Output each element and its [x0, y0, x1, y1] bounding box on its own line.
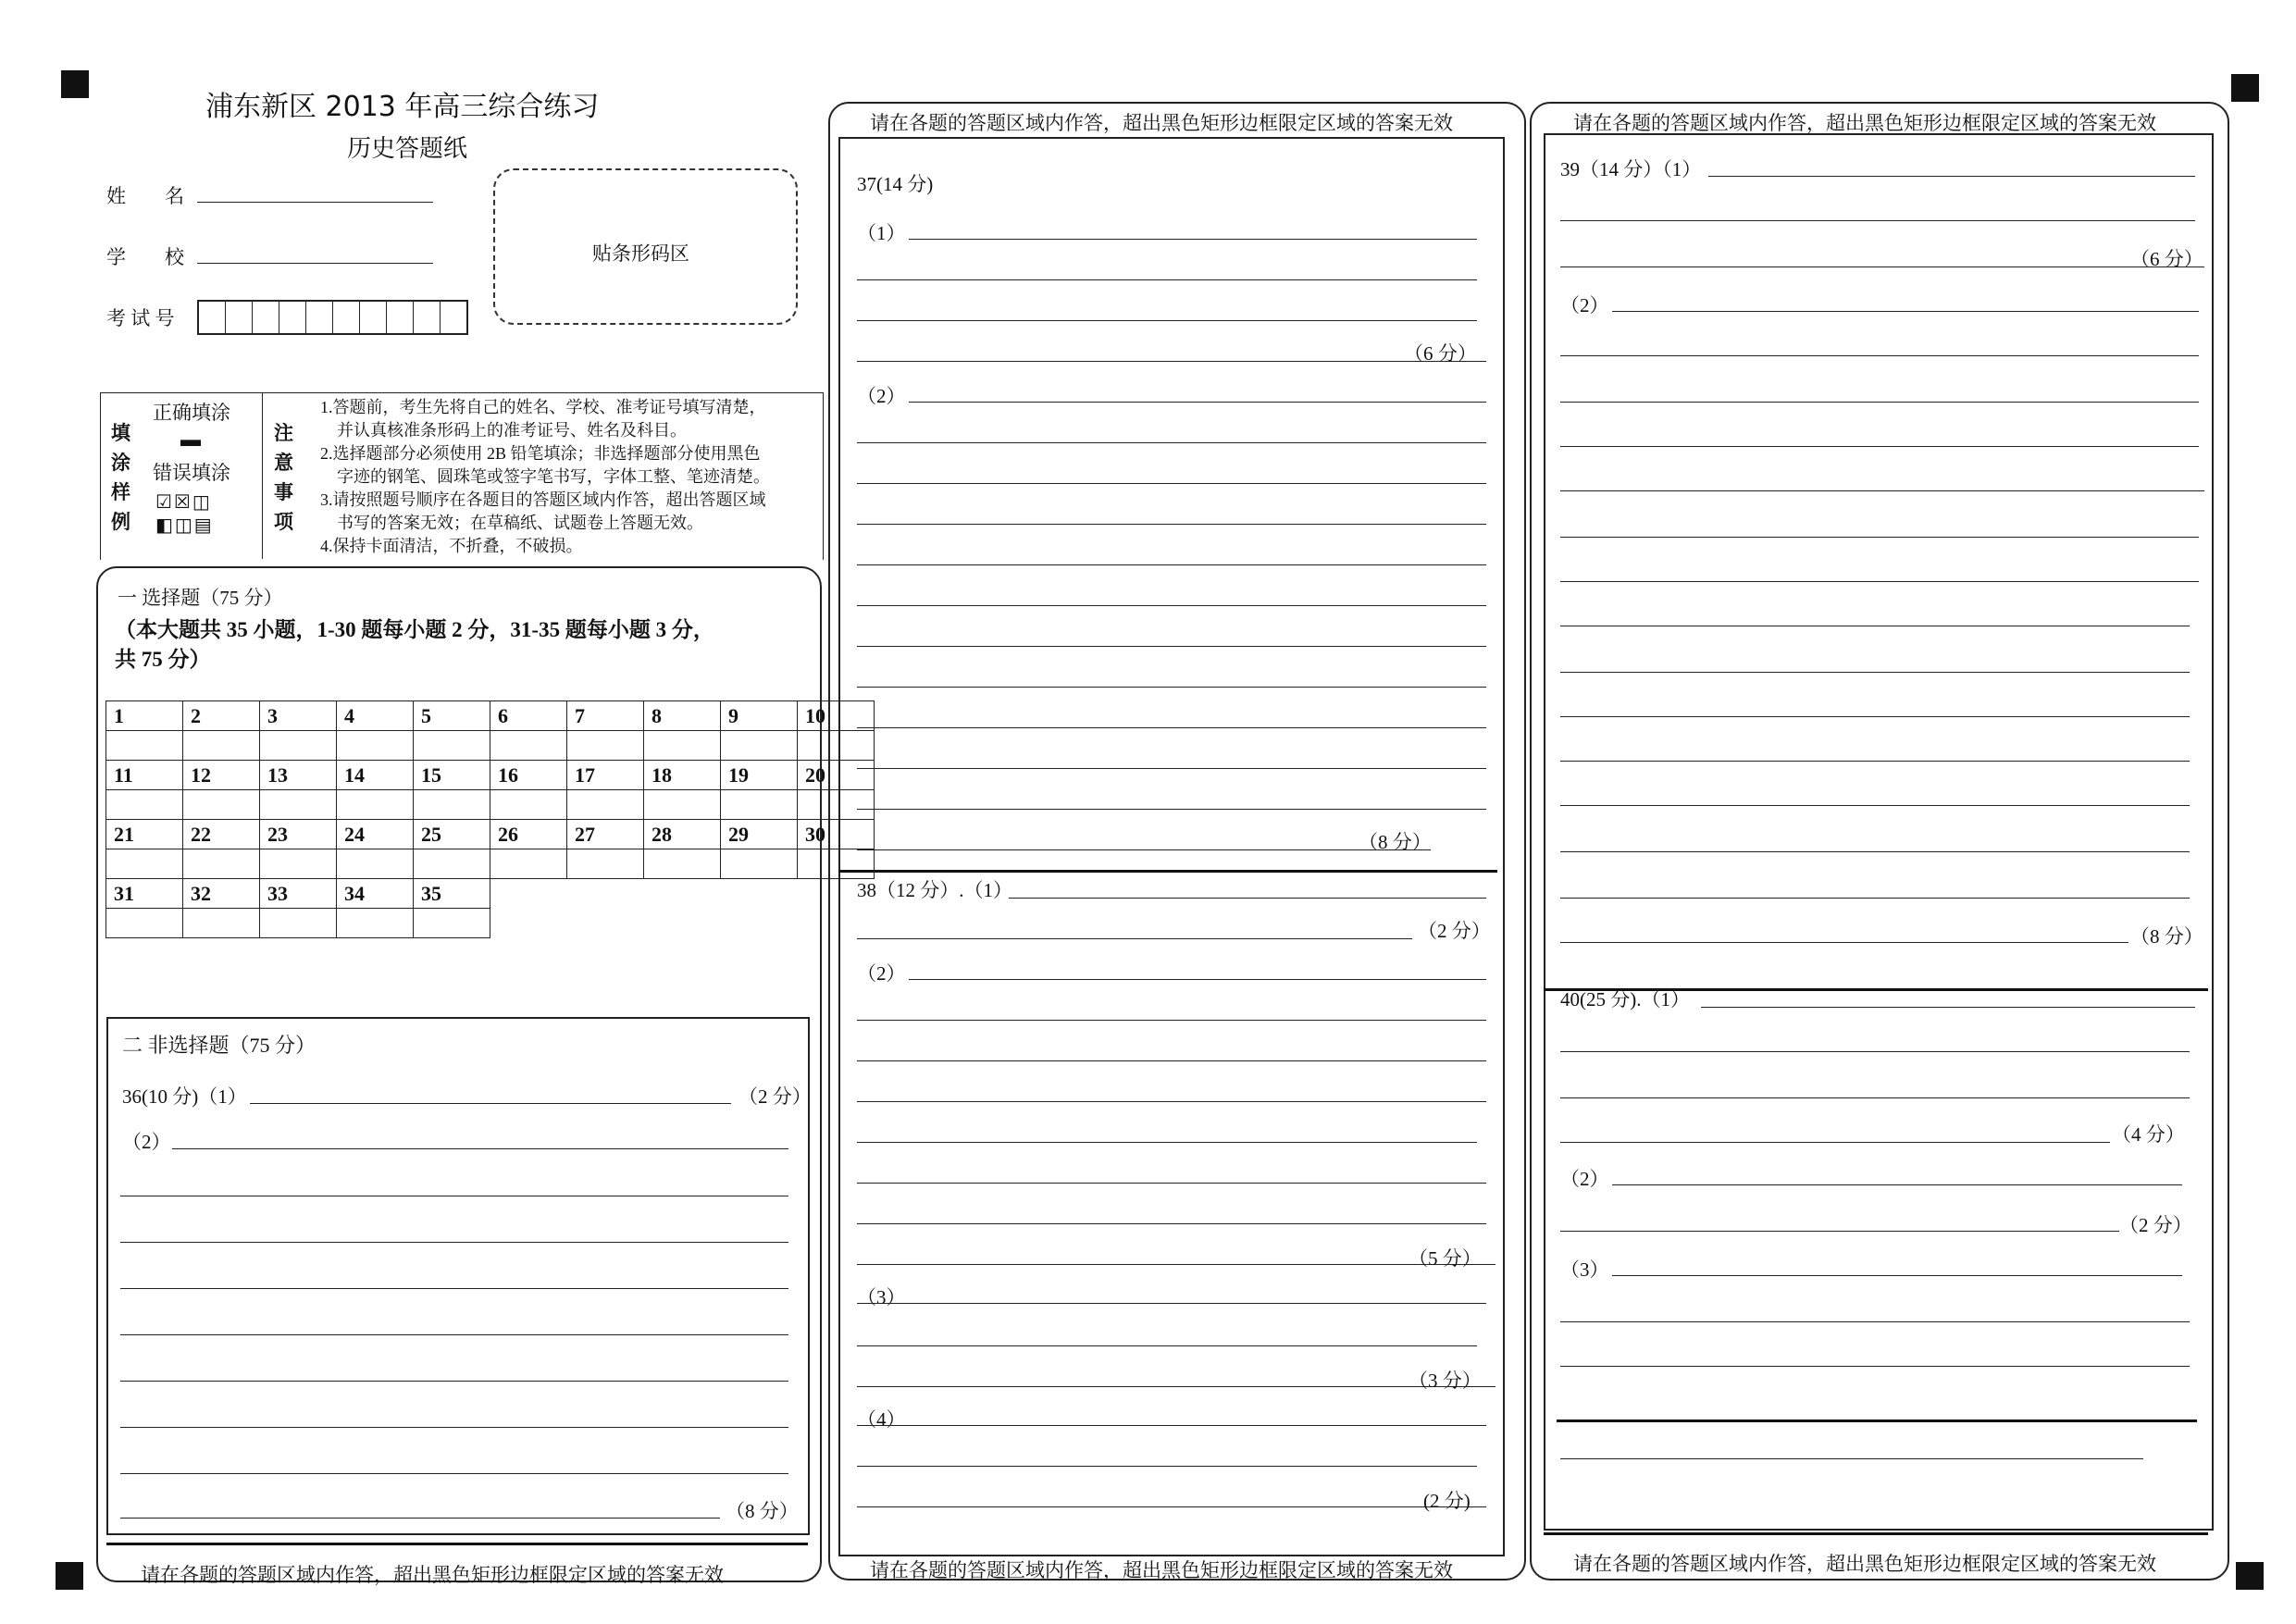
- question-number: 35: [414, 879, 490, 909]
- q40-1-last-line[interactable]: [1560, 1142, 2110, 1143]
- answer-cell[interactable]: [260, 790, 337, 820]
- choice-description-line2: 共 75 分）: [115, 648, 211, 671]
- answer-line[interactable]: [120, 1381, 788, 1382]
- column3-bottom-rule: [1544, 1532, 2208, 1535]
- answer-cell[interactable]: [567, 731, 644, 761]
- answer-cell[interactable]: [337, 790, 414, 820]
- answer-cell[interactable]: [414, 849, 490, 879]
- notice-side-label: 注 意 事 项: [274, 422, 293, 533]
- wrong-fill-marks-row2: ◧◫▤: [155, 514, 214, 536]
- q38-2-score: （5 分）: [1409, 1247, 1482, 1270]
- q40-2-last-line[interactable]: [1560, 1231, 2119, 1232]
- question-number: 32: [183, 879, 260, 909]
- q40-3-line[interactable]: [1612, 1275, 2182, 1276]
- answer-line[interactable]: [1560, 1097, 2190, 1098]
- question-number: 26: [490, 820, 567, 849]
- q40-2-line[interactable]: [1612, 1184, 2182, 1185]
- q39-label: 39（14 分）（1）: [1560, 158, 1702, 180]
- answer-cell[interactable]: [183, 849, 260, 879]
- answer-line[interactable]: [120, 1334, 788, 1335]
- question-number: 27: [567, 820, 644, 849]
- q40-3-label: （3）: [1560, 1258, 1609, 1281]
- choice-description-line1: （本大题共 35 小题，1-30 题每小题 2 分，31-35 题每小题 3 分，: [115, 618, 714, 641]
- question-number: 13: [260, 761, 337, 790]
- question-number: 25: [414, 820, 490, 849]
- question-number: 12: [183, 761, 260, 790]
- q38-4-label: （4）: [857, 1408, 906, 1431]
- question-number: 6: [490, 701, 567, 731]
- answer-cell[interactable]: [106, 849, 183, 879]
- answer-cell[interactable]: [183, 790, 260, 820]
- choice-answer-grid[interactable]: [105, 700, 875, 938]
- corner-marker-bottom-left: [56, 1562, 83, 1590]
- question-number: 29: [721, 820, 798, 849]
- q38-2-label: （2）: [857, 962, 906, 985]
- answer-line[interactable]: [857, 687, 1486, 688]
- question-number: 2: [183, 701, 260, 731]
- q37-2-line[interactable]: [909, 402, 1486, 403]
- question-number: 23: [260, 820, 337, 849]
- question-number: 24: [337, 820, 414, 849]
- question-number: 34: [337, 879, 414, 909]
- question-number: 20: [798, 761, 875, 790]
- answer-line[interactable]: [857, 1183, 1486, 1184]
- question-number: 1: [106, 701, 183, 731]
- answer-cell[interactable]: [644, 849, 721, 879]
- question-number: 5: [414, 701, 490, 731]
- answer-line[interactable]: [857, 646, 1486, 647]
- q37-2-label: （2）: [857, 385, 906, 407]
- answer-cell[interactable]: [337, 731, 414, 761]
- name-label: 姓 名: [106, 185, 184, 207]
- exam-id-label: 考 试 号: [106, 307, 175, 329]
- answer-line[interactable]: [857, 1020, 1486, 1021]
- q37-1-label: （1）: [857, 222, 906, 244]
- name-field[interactable]: [197, 202, 433, 203]
- q39-1-score: （6 分）: [2130, 248, 2203, 270]
- q38-3-score: （3 分）: [1409, 1370, 1482, 1392]
- answer-line[interactable]: [120, 1473, 788, 1474]
- q38-3-line[interactable]: [857, 1303, 1486, 1304]
- q39-1-line[interactable]: [1708, 176, 2195, 177]
- answer-line[interactable]: [857, 1142, 1477, 1143]
- question-number: 31: [106, 879, 183, 909]
- q40-label: 40(25 分).（1）: [1560, 988, 1690, 1010]
- answer-cell[interactable]: [490, 849, 567, 879]
- question-number: 14: [337, 761, 414, 790]
- q38-4-last-line[interactable]: [857, 1506, 1486, 1507]
- notice-list: 1.答题前，考生先将自己的姓名、学校、准考证号填写清楚， 并认真核准条形码上的准考证号、姓名及科目。 2.选择题部分必须使用 2B 铅笔填涂；非选择题部分使用黑色 字迹的钢笔、圆珠笔或签字笔书写，字体工整、笔迹清楚。 3.请按照题号顺序在各题目的答题区域内作答，超出答题区域 书写的答案无效；在草稿纸、试题卷上答题无效。 4.保持卡面清洁，不折叠，不破损。: [320, 398, 770, 555]
- q37-1-last-line[interactable]: [857, 361, 1486, 362]
- answer-cell[interactable]: [337, 849, 414, 879]
- q40-2-score: （2 分）: [2119, 1214, 2192, 1236]
- q36-2-label: （2）: [122, 1131, 171, 1153]
- answer-line[interactable]: [1560, 1366, 2190, 1367]
- page-subtitle: 历史答题纸: [347, 135, 468, 163]
- answer-line[interactable]: [857, 1060, 1486, 1061]
- nonchoice-heading: 二 非选择题（75 分）: [122, 1034, 316, 1057]
- page-title: 浦东新区 2013 年高三综合练习: [205, 91, 600, 123]
- answer-line[interactable]: [120, 1242, 788, 1243]
- answer-line[interactable]: [857, 727, 1486, 728]
- answer-line[interactable]: [857, 564, 1486, 565]
- corner-marker-top-right: [2231, 74, 2259, 102]
- school-label: 学 校: [106, 246, 184, 268]
- answer-line[interactable]: [857, 442, 1486, 443]
- column3-bottom-warning: 请在各题的答题区域内作答，超出黑色矩形边框限定区域的答案无效: [1573, 1553, 2156, 1575]
- question-number: 10: [798, 701, 875, 731]
- answer-cell[interactable]: [260, 849, 337, 879]
- answer-line[interactable]: [120, 1427, 788, 1428]
- answer-line[interactable]: [857, 1223, 1486, 1224]
- answer-line[interactable]: [1560, 355, 2199, 356]
- column2-bottom-warning: 请在各题的答题区域内作答，超出黑色矩形边框限定区域的答案无效: [870, 1559, 1453, 1581]
- answer-cell[interactable]: [721, 790, 798, 820]
- question-number: 8: [644, 701, 721, 731]
- answer-cell[interactable]: [106, 731, 183, 761]
- choice-heading: 一 选择题（75 分）: [118, 587, 283, 609]
- q39-2-line[interactable]: [1612, 311, 2199, 312]
- answer-line[interactable]: [857, 605, 1486, 606]
- q40-rule: [1557, 1419, 2197, 1422]
- answer-line[interactable]: [1560, 898, 2190, 899]
- q38-3-last-line[interactable]: [857, 1386, 1496, 1387]
- answer-cell[interactable]: [183, 731, 260, 761]
- answer-cell[interactable]: [414, 790, 490, 820]
- corner-marker-bottom-right: [2236, 1562, 2264, 1590]
- column3-top-warning: 请在各题的答题区域内作答，超出黑色矩形边框限定区域的答案无效: [1573, 112, 2156, 134]
- fill-example-side-label: 填 涂 样 例: [111, 422, 130, 533]
- answer-line[interactable]: [857, 1101, 1486, 1102]
- q38-4-score: (2 分): [1423, 1490, 1471, 1512]
- answer-cell[interactable]: [183, 909, 260, 938]
- column1-warning: 请在各题的答题区域内作答，超出黑色矩形边框限定区域的答案无效: [141, 1564, 724, 1586]
- answer-line[interactable]: [1560, 581, 2199, 582]
- answer-line[interactable]: [857, 1466, 1477, 1467]
- exam-id-boxes[interactable]: [197, 300, 468, 335]
- question-number: 4: [337, 701, 414, 731]
- answer-line[interactable]: [1560, 446, 2199, 447]
- wrong-fill-label: 错误填涂: [153, 462, 230, 484]
- answer-cell[interactable]: [337, 909, 414, 938]
- q39-2-label: （2）: [1560, 294, 1609, 316]
- q40-1-line[interactable]: [1701, 1007, 2195, 1008]
- answer-line[interactable]: [1560, 402, 2199, 403]
- q40-2-label: （2）: [1560, 1168, 1609, 1190]
- answer-cell[interactable]: [260, 909, 337, 938]
- q38-4-line[interactable]: [857, 1425, 1486, 1426]
- answer-line[interactable]: [857, 1345, 1477, 1346]
- question-number: 33: [260, 879, 337, 909]
- q38-label: 38（12 分）.（1）: [857, 879, 1012, 901]
- q38-2-last-line[interactable]: [857, 1264, 1496, 1265]
- answer-cell[interactable]: [414, 731, 490, 761]
- question-number: 3: [260, 701, 337, 731]
- q36-2-last-line[interactable]: [120, 1518, 720, 1519]
- barcode-label: 贴条形码区: [592, 242, 689, 265]
- answer-cell[interactable]: [644, 731, 721, 761]
- answer-cell[interactable]: [490, 731, 567, 761]
- answer-line[interactable]: [1560, 672, 2190, 673]
- q38-1-score: （2 分）: [1418, 920, 1491, 942]
- q37-label: 37(14 分): [857, 173, 934, 195]
- question-number: 30: [798, 820, 875, 849]
- answer-line[interactable]: [1560, 851, 2190, 852]
- q40-1-score: （4 分）: [2112, 1123, 2185, 1146]
- answer-line[interactable]: [1560, 220, 2195, 221]
- q39-2-last-line[interactable]: [1560, 942, 2128, 943]
- answer-cell[interactable]: [106, 790, 183, 820]
- answer-line[interactable]: [1560, 1321, 2190, 1322]
- answer-cell[interactable]: [721, 731, 798, 761]
- question-number: 16: [490, 761, 567, 790]
- q37-q38-divider: [838, 870, 1497, 873]
- answer-line[interactable]: [1560, 716, 2190, 717]
- q39-2-score: （8 分）: [2130, 925, 2203, 948]
- answer-cell[interactable]: [567, 790, 644, 820]
- answer-line[interactable]: [857, 809, 1486, 810]
- answer-cell[interactable]: [567, 849, 644, 879]
- answer-cell[interactable]: [414, 909, 490, 938]
- correct-fill-mark: ▬: [180, 428, 201, 451]
- answer-line[interactable]: [1560, 761, 2190, 762]
- q36-1-score: （2 分）: [738, 1085, 812, 1108]
- answer-line[interactable]: [1560, 490, 2204, 491]
- answer-line[interactable]: [857, 279, 1477, 280]
- answer-cell[interactable]: [260, 731, 337, 761]
- q36-1-line[interactable]: [250, 1103, 731, 1104]
- answer-cell[interactable]: [644, 790, 721, 820]
- question-number: 22: [183, 820, 260, 849]
- answer-cell[interactable]: [721, 849, 798, 879]
- answer-line[interactable]: [1560, 1051, 2190, 1052]
- column2-top-warning: 请在各题的答题区域内作答，超出黑色矩形边框限定区域的答案无效: [870, 112, 1453, 134]
- question-number: 17: [567, 761, 644, 790]
- q36-2-score: （8 分）: [726, 1500, 799, 1522]
- q36-label: 36(10 分)（1）: [122, 1085, 247, 1108]
- question-number: 19: [721, 761, 798, 790]
- answer-line[interactable]: [1560, 805, 2190, 806]
- answer-cell[interactable]: [490, 790, 567, 820]
- answer-line[interactable]: [120, 1288, 788, 1289]
- correct-fill-label: 正确填涂: [153, 402, 230, 424]
- corner-marker-top-left: [61, 70, 89, 98]
- q38-3-label: （3）: [857, 1286, 906, 1308]
- question-number: 7: [567, 701, 644, 731]
- answer-line[interactable]: [857, 524, 1486, 525]
- q37-1-line[interactable]: [909, 239, 1477, 240]
- q38-1-second-line[interactable]: [857, 938, 1412, 939]
- q38-1-line[interactable]: [1009, 898, 1486, 899]
- question-number: 15: [414, 761, 490, 790]
- school-field[interactable]: [197, 263, 433, 264]
- question-number: 28: [644, 820, 721, 849]
- q36-2-line[interactable]: [172, 1148, 788, 1149]
- wrong-fill-marks-row1: ☑☒◫: [155, 490, 212, 513]
- q37-2-score: （8 分）: [1359, 831, 1432, 853]
- answer-line[interactable]: [1560, 1458, 2143, 1459]
- answer-line[interactable]: [857, 320, 1477, 321]
- question-number: 21: [106, 820, 183, 849]
- nonchoice-box-bottom-rule: [106, 1543, 808, 1545]
- answer-line[interactable]: [857, 768, 1486, 769]
- answer-line[interactable]: [1560, 537, 2199, 538]
- answer-cell[interactable]: [106, 909, 183, 938]
- q37-1-score: （6 分）: [1404, 342, 1477, 365]
- question-number: 18: [644, 761, 721, 790]
- question-number: 9: [721, 701, 798, 731]
- fill-example-divider: [262, 392, 263, 559]
- q37-2-last-line[interactable]: [857, 849, 1431, 850]
- question-number: 11: [106, 761, 183, 790]
- q38-2-line[interactable]: [909, 979, 1486, 980]
- answer-line[interactable]: [857, 483, 1486, 484]
